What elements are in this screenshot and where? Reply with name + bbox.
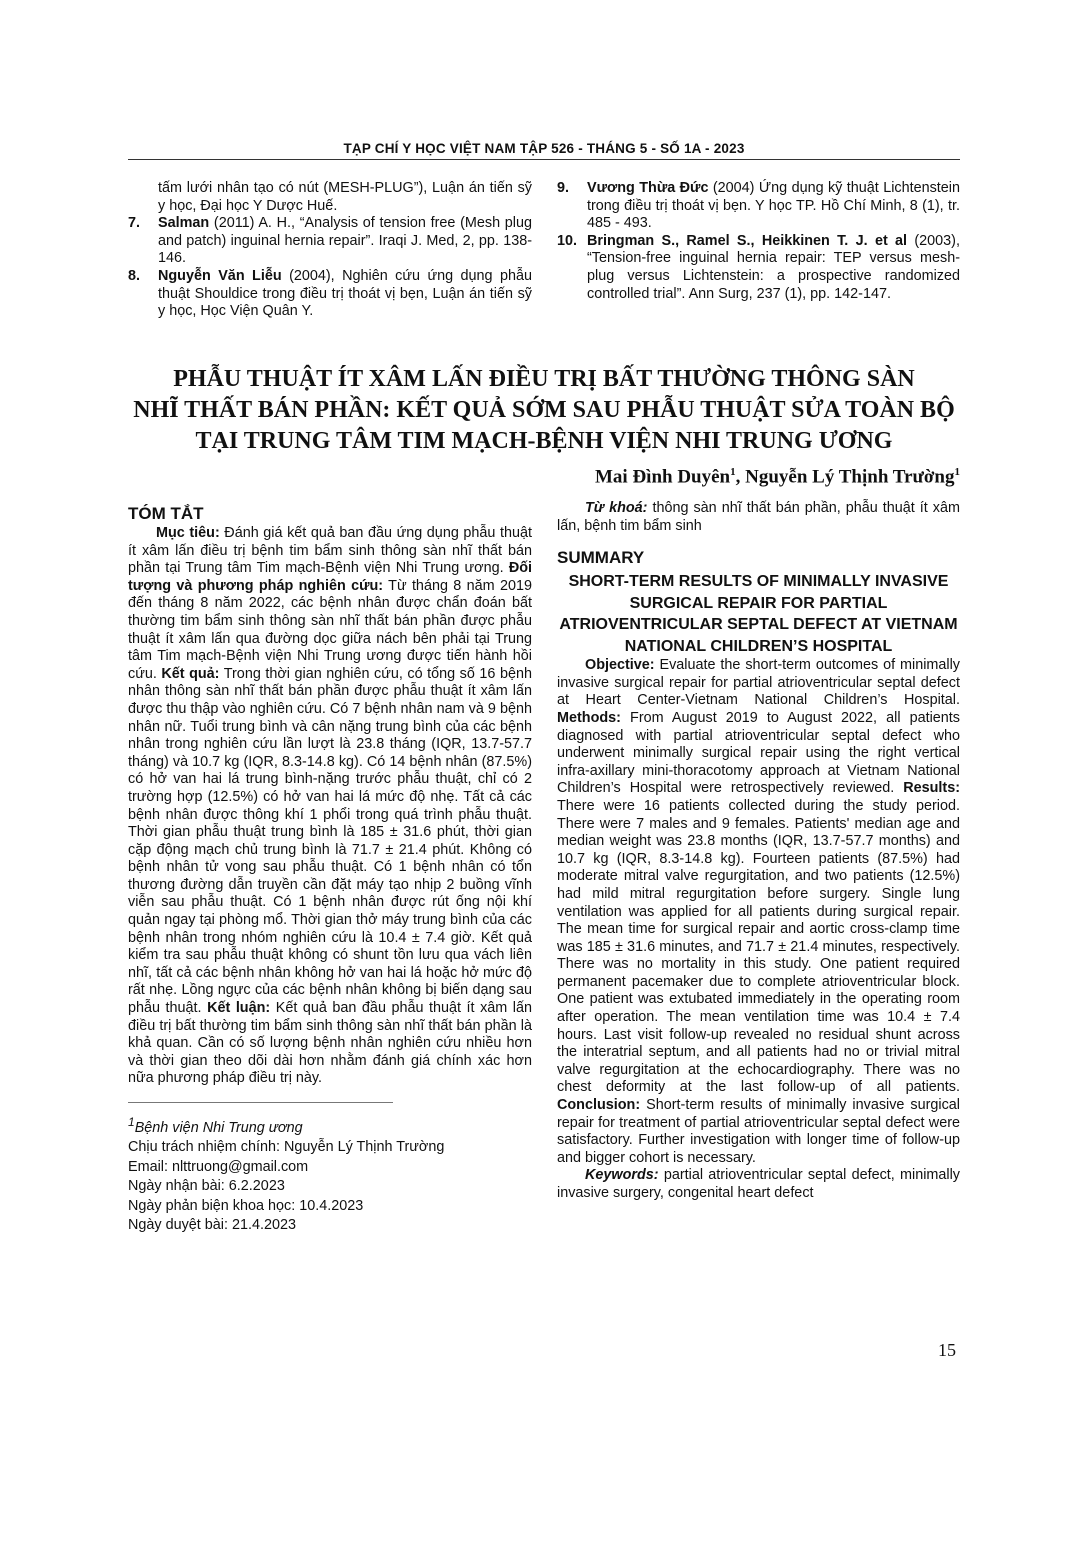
ref-number: 8. <box>128 267 141 284</box>
received-date: Ngày nhận bài: 6.2.2023 <box>128 1178 285 1195</box>
reference-item <box>557 180 960 233</box>
section-text: Từ tháng 8 năm 2019 đến tháng 8 năm 2022, các bệnh nhân được chẩn đoán bất thường tim bẩm sinh thông sàn nhĩ thất bán phần được phẫu thuật ít xâm lấn qua đường dọc giữa nách bên phải tại Trung tâm Tim mạch-Bệnh viện Nhi Trung ương được tiến hành hồi cứu. <box>128 577 532 682</box>
footnotes <box>128 1113 532 1236</box>
section-label: Methods: <box>557 709 621 726</box>
references-right <box>557 180 960 303</box>
abstract-english-column <box>557 500 960 1203</box>
ref-text: (2003), “Tension-free inguinal hernia repair: TEP versus mesh-plug versus Lichtenstein: a prospective randomized controlled trial”. Ann Surg, 237 (1), pp. 142-147. <box>587 232 960 302</box>
reference-item <box>128 268 532 321</box>
section-label: Kết luận: <box>207 1000 271 1017</box>
section-label: Mục tiêu: <box>156 525 220 541</box>
article-title <box>128 364 960 457</box>
keywords-text: thông sàn nhĩ thất bán phần, phẫu thuật ít xâm lấn, bệnh tim bẩm sinh <box>557 500 960 534</box>
ref-text: (2004) Ứng dụng kỹ thuật Lichtenstein trong điều trị thoát vị bẹn. Y học TP. Hồ Chí Minh, 8 (1), tr. 485 - 493. <box>587 180 960 232</box>
reference-item <box>128 180 532 215</box>
keywords-en <box>557 1167 960 1202</box>
section-text: Evaluate the short-term outcomes of minimally invasive surgical repair for partial atrioventricular septal defect at Heart Center-Vietnam National Children’s Hospital. <box>557 657 960 709</box>
corresponding-author: Chịu trách nhiệm chính: Nguyễn Lý Thịnh Trường <box>128 1139 445 1156</box>
references-left <box>128 180 532 321</box>
author-name: Mai Đình Duyên <box>594 466 731 488</box>
keywords-vi <box>557 500 960 535</box>
accepted-date: Ngày duyệt bài: 21.4.2023 <box>128 1217 297 1234</box>
footnote-rule <box>128 1102 393 1103</box>
authors <box>595 466 960 488</box>
summary-title: SHORT-TERM RESULTS OF MINIMALLY INVASIVE SURGICAL REPAIR FOR PARTIAL ATRIOVENTRICULAR SEPTAL DEFECT AT VIETNAM NATIONAL CHILDREN’S HOSPITAL <box>559 573 958 655</box>
reference-item <box>557 233 960 303</box>
title-line: NHĨ THẤT BÁN PHẦN: KẾT QUẢ SỚM SAU PHẪU THUẬT SỬA TOÀN BỘ <box>133 397 955 423</box>
section-label: Kết quả: <box>161 665 220 682</box>
reference-item <box>128 215 532 268</box>
summary-heading: SUMMARY <box>557 548 645 568</box>
ref-text: tấm lưới nhân tạo có nút (MESH-PLUG”), Luận án tiến sỹ y học, Đại học Y Dược Huế. <box>158 180 532 214</box>
section-text: From August 2019 to August 2022, all patients diagnosed with partial atrioventricular septal defect who underwent minimally surgical repair using the right vertical infra-axillary mini-thoracotomy approach at Vietnam National Children’s Hospital were retrospectively reviewed. <box>557 709 960 797</box>
title-line: PHẪU THUẬT ÍT XÂM LẤN ĐIỀU TRỊ BẤT THƯỜNG THÔNG SÀN <box>173 366 915 392</box>
abstract-body <box>128 525 532 1088</box>
section-text: Kết quả ban đầu phẫu thuật ít xâm lấn điều trị bất thường tim bẩm sinh thông sàn nhĩ thất bán phần là khả quan. Cần có số lượng bệnh nhân nghiên cứu nhiều hơn và thời gian theo dõi dài hơn nhằm đánh giá chính xác hơn nữa phương pháp điều trị này. <box>128 1000 533 1087</box>
ref-text: (2004), Nghiên cứu ứng dụng phẫu thuật Shouldice trong điều trị thoát vị bẹn, Luận án tiến sỹ y học, Học Viện Quân Y. <box>158 267 532 320</box>
keywords-text: partial atrioventricular septal defect, minimally invasive surgery, congenital heart defect <box>557 1167 960 1201</box>
ref-author: Bringman S., Ramel S., Heikkinen T. J. et al <box>587 232 908 249</box>
section-text: Đánh giá kết quả ban đầu ứng dụng phẫu thuật ít xâm lấn điều trị bệnh tim bẩm sinh thông sàn nhĩ thất bán phần tại Trung tâm Tim mạch-Bệnh viện Nhi Trung ương. <box>128 525 532 577</box>
ref-text: (2011) A. H., “Analysis of tension free (Mesh plug and patch) inguinal hernia repair”. Iraqi J. Med, 2, pp. 138-146. <box>158 215 532 267</box>
ref-number <box>128 180 158 215</box>
ref-author: Nguyễn Văn Liễu <box>158 267 282 284</box>
abstract-heading: TÓM TẮT <box>128 504 204 523</box>
author-affiliation: 1 <box>954 466 960 478</box>
summary-body <box>557 657 960 1167</box>
ref-author: Salman <box>158 215 210 232</box>
section-text: Short-term results of minimally invasive surgical repair for treatment of partial atrioventricular septal defect were satisfactory. Further investigation with longer time of follow-up and bigger cohort is necessary. <box>557 1097 960 1166</box>
page-number: 15 <box>938 1340 956 1360</box>
keywords-label: Keywords: <box>585 1167 659 1184</box>
section-text: Trong thời gian nghiên cứu, có tổng số 16 bệnh nhân thông sàn nhĩ thất bán phần được phẫu thuật ít xâm lấn được thu thập vào nghiên cứu. Có 7 bệnh nhân nam và 9 bệnh nhân nữ. Tuổi trung bình và cân nặng trung bình của các bệnh nhân trong nghiên cứu lần lượt là 23.8 tháng (IQR, 13.7-57.7 tháng) và 10.7 kg (IQR, 8.3-14.8 kg). Có 14 bệnh nhân (87.5%) có hở van hai lá trung bình-nặng trước phẫu thuật, chỉ có 2 trường hợp (12.5%) có hở van hai lá mức độ nhẹ. Tất cả các bệnh nhân được thông khí 1 phổi trong quá trình phẫu thuật. Thời gian phẫu thuật trung bình là 185 ± 31.6 phút, thời gian cặp động mạch chủ trung bình là 71.7 ± 21.4 phút. Không có bệnh nhân tử vong sau phẫu thuật. Có 1 bệnh nhân có tổn thương đường dẫn truyền cần đặt máy tạo nhịp 2 buồng vĩnh viễn sau phẫu thuật. Có 1 bệnh nhân được rút ống nội khí quản ngay tại phòng mổ. Thời gian thở máy trung bình của các bệnh nhân trong nhóm nghiên cứu là 10.4 ± 7.4 giờ. Kết quả kiểm tra sau phẫu thuật không có shunt tồn lưu qua vách liên nhĩ, tất cả các bệnh nhân không hở van hai lá hoặc hở mức độ rất nhẹ. Lồng ngực của các bệnh nhân không bị biến dạng sau phẫu thuật. <box>128 665 532 1017</box>
section-label: Results: <box>903 780 960 797</box>
affiliation: Bệnh viện Nhi Trung ương <box>134 1119 303 1136</box>
section-text: There were 16 patients collected during the study period. There were 7 males and 9 females. Patients' median age and median weight was 23.8 months (IQR, 13.7-57.7 months) and 10.7 kg (IQR, 8.3-14.8 kg). Fourteen patients (87.5%) had moderate mitral valve regurgitation, and two patients (12.5%) had mild mitral regurgitation before surgery. Single lung ventilation was applied for all patients during surgical repair. The mean time for surgical repair and aortic cross-clamp time was 185 ± 31.6 minutes, and 71.7 ± 21.4 minutes, respectively. There was no mortality in this study. One patient required permanent pacemaker due to complete atrioventricular block. One patient was extubated immediately in the operating room after operation. The mean ventilation time was 10.4 ± 7.4 hours. Last visit follow-up revealed no residual shunt across the interatrial septum, and all patients had no or trivial mitral valve regurgitation at the echocardiography. There was no chest deformity at the last follow-up of all patients. <box>557 797 960 1096</box>
journal-header: TẠP CHÍ Y HỌC VIỆT NAM TẬP 526 - THÁNG 5 - SỐ 1A - 2023 <box>343 141 745 156</box>
ref-number: 9. <box>557 180 570 196</box>
header-rule <box>128 159 960 160</box>
ref-author: Vương Thừa Đức <box>587 180 709 196</box>
ref-number: 10. <box>557 232 578 249</box>
section-label: Objective: <box>585 657 655 674</box>
review-date: Ngày phản biện khoa học: 10.4.2023 <box>128 1197 364 1214</box>
email: Email: nlttruong@gmail.com <box>128 1158 309 1175</box>
section-label: Conclusion: <box>557 1097 641 1114</box>
title-line: TẠI TRUNG TÂM TIM MẠCH-BỆNH VIỆN NHI TRUNG ƯƠNG <box>195 428 893 454</box>
author-affiliation: 1 <box>730 466 736 478</box>
footnote-sup: 1 <box>128 1115 135 1129</box>
author-name: , Nguyễn Lý Thịnh Trường <box>735 466 955 488</box>
keywords-label: Từ khoá: <box>585 500 648 516</box>
ref-number: 7. <box>128 215 141 232</box>
section-label: Đối tượng và phương pháp nghiên cứu: <box>128 560 532 594</box>
abstract-vietnamese <box>128 503 532 1236</box>
